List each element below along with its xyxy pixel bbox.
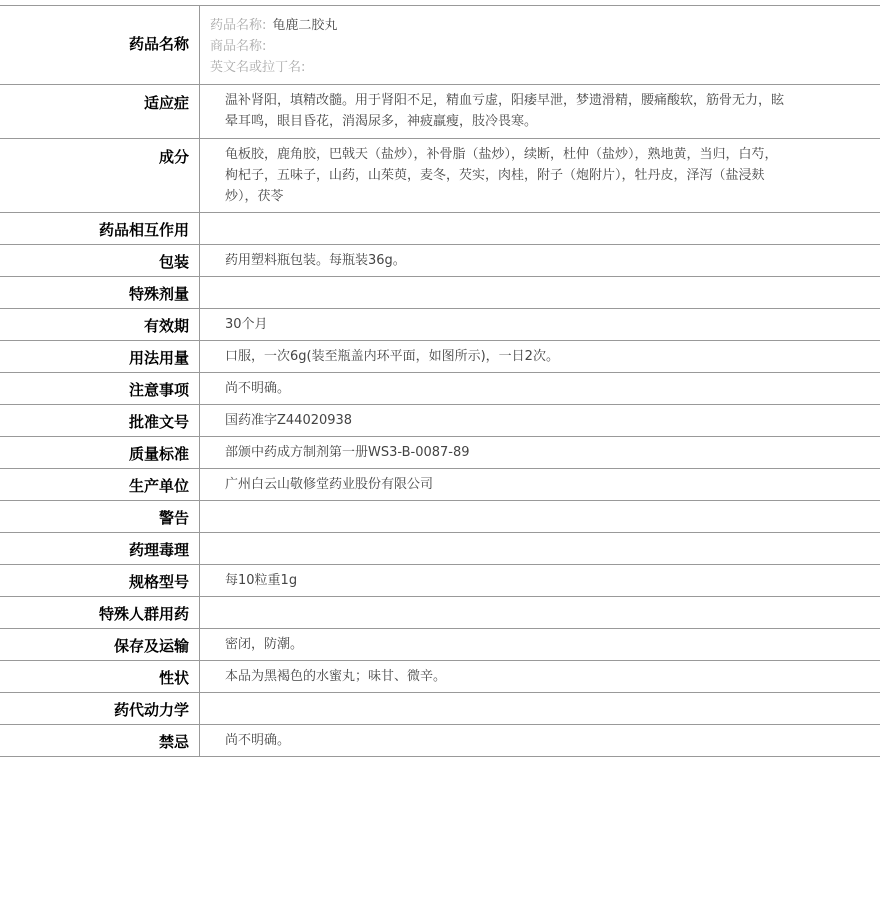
special-dosage-row [0, 277, 880, 309]
interactions-value [200, 213, 880, 244]
special-dosage-label: 特殊剂量 [0, 277, 200, 308]
drug-name-row [0, 6, 880, 85]
packaging-label: 包装 [0, 245, 200, 276]
manufacturer-label: 生产单位 [0, 469, 200, 500]
ingredients-row [0, 139, 880, 213]
ingredients-value: 龟板胶，鹿角胶，巴戟天（盐炒），补骨脂（盐炒），续断，杜仲（盐炒），熟地黄，当归，白芍，枸杞子，五味子，山药，山茱萸，麦冬，芡实，肉桂，附子（炮附片），牡丹皮，泽泻（盐浸麸炒），茯苓 [225, 147, 778, 204]
english-name-key: 英文名或拉丁名: [210, 60, 306, 75]
pharmacology-row [0, 533, 880, 565]
usage-dosage-label: 用法用量 [0, 341, 200, 372]
warning-value [200, 501, 880, 532]
quality-standard-row [0, 437, 880, 469]
ingredients-label: 成分 [0, 139, 200, 212]
precautions-label: 注意事项 [0, 373, 200, 404]
indication-value: 温补肾阳，填精改髓。用于肾阳不足，精血亏虚，阳痿早泄，梦遗滑精，腰痛酸软，筋骨无力，眩晕耳鸣，眼目昏花，消渴尿多，神疲羸瘦，肢冷畏寒。 [225, 93, 785, 129]
storage-label: 保存及运输 [0, 629, 200, 660]
manufacturer-row [0, 469, 880, 501]
drug-name-label: 药品名称 [0, 6, 200, 84]
pharmacology-label: 药理毒理 [0, 533, 200, 564]
quality-standard-value: 部颁中药成方制剂第一册WS3-B-0087-89 [225, 445, 470, 460]
packaging-row [0, 245, 880, 277]
english-name-line [210, 57, 870, 78]
usage-dosage-value: 口服，一次6g(装至瓶盖内环平面，如图所示)，一日2次。 [225, 349, 559, 364]
shelf-life-label: 有效期 [0, 309, 200, 340]
specification-value: 每10粒重1g [225, 573, 298, 588]
pharmacokinetics-row [0, 693, 880, 725]
generic-name-value: 龟鹿二胶丸 [272, 18, 338, 33]
trade-name-line [210, 36, 870, 57]
specification-row [0, 565, 880, 597]
pharmacology-value [200, 533, 880, 564]
generic-name-key: 药品名称: [210, 18, 267, 33]
generic-name-line [210, 15, 870, 36]
specification-label: 规格型号 [0, 565, 200, 596]
special-dosage-value [200, 277, 880, 308]
usage-dosage-row [0, 341, 880, 373]
appearance-label: 性状 [0, 661, 200, 692]
shelf-life-value: 30个月 [225, 317, 268, 332]
special-population-row [0, 597, 880, 629]
interactions-row [0, 213, 880, 245]
storage-row [0, 629, 880, 661]
pharmacokinetics-label: 药代动力学 [0, 693, 200, 724]
quality-standard-label: 质量标准 [0, 437, 200, 468]
approval-number-value: 国药准字Z44020938 [225, 413, 353, 428]
drug-name-cell [200, 6, 880, 84]
special-population-value [200, 597, 880, 628]
contraindications-label: 禁忌 [0, 725, 200, 756]
approval-number-label: 批准文号 [0, 405, 200, 436]
indication-label: 适应症 [0, 85, 200, 138]
trade-name-key: 商品名称: [210, 39, 267, 54]
approval-number-row [0, 405, 880, 437]
precautions-row [0, 373, 880, 405]
shelf-life-row [0, 309, 880, 341]
warning-row [0, 501, 880, 533]
precautions-value: 尚不明确。 [225, 381, 291, 396]
indication-row [0, 85, 880, 139]
drug-info-table [0, 5, 880, 757]
interactions-label: 药品相互作用 [0, 213, 200, 244]
appearance-row [0, 661, 880, 693]
contraindications-value: 尚不明确。 [225, 733, 291, 748]
appearance-value: 本品为黑褐色的水蜜丸；味甘、微辛。 [225, 669, 447, 684]
pharmacokinetics-value [200, 693, 880, 724]
manufacturer-value: 广州白云山敬修堂药业股份有限公司 [225, 477, 434, 492]
warning-label: 警告 [0, 501, 200, 532]
contraindications-row [0, 725, 880, 757]
storage-value: 密闭，防潮。 [225, 637, 304, 652]
packaging-value: 药用塑料瓶包装。每瓶装36g。 [225, 253, 406, 268]
special-population-label: 特殊人群用药 [0, 597, 200, 628]
